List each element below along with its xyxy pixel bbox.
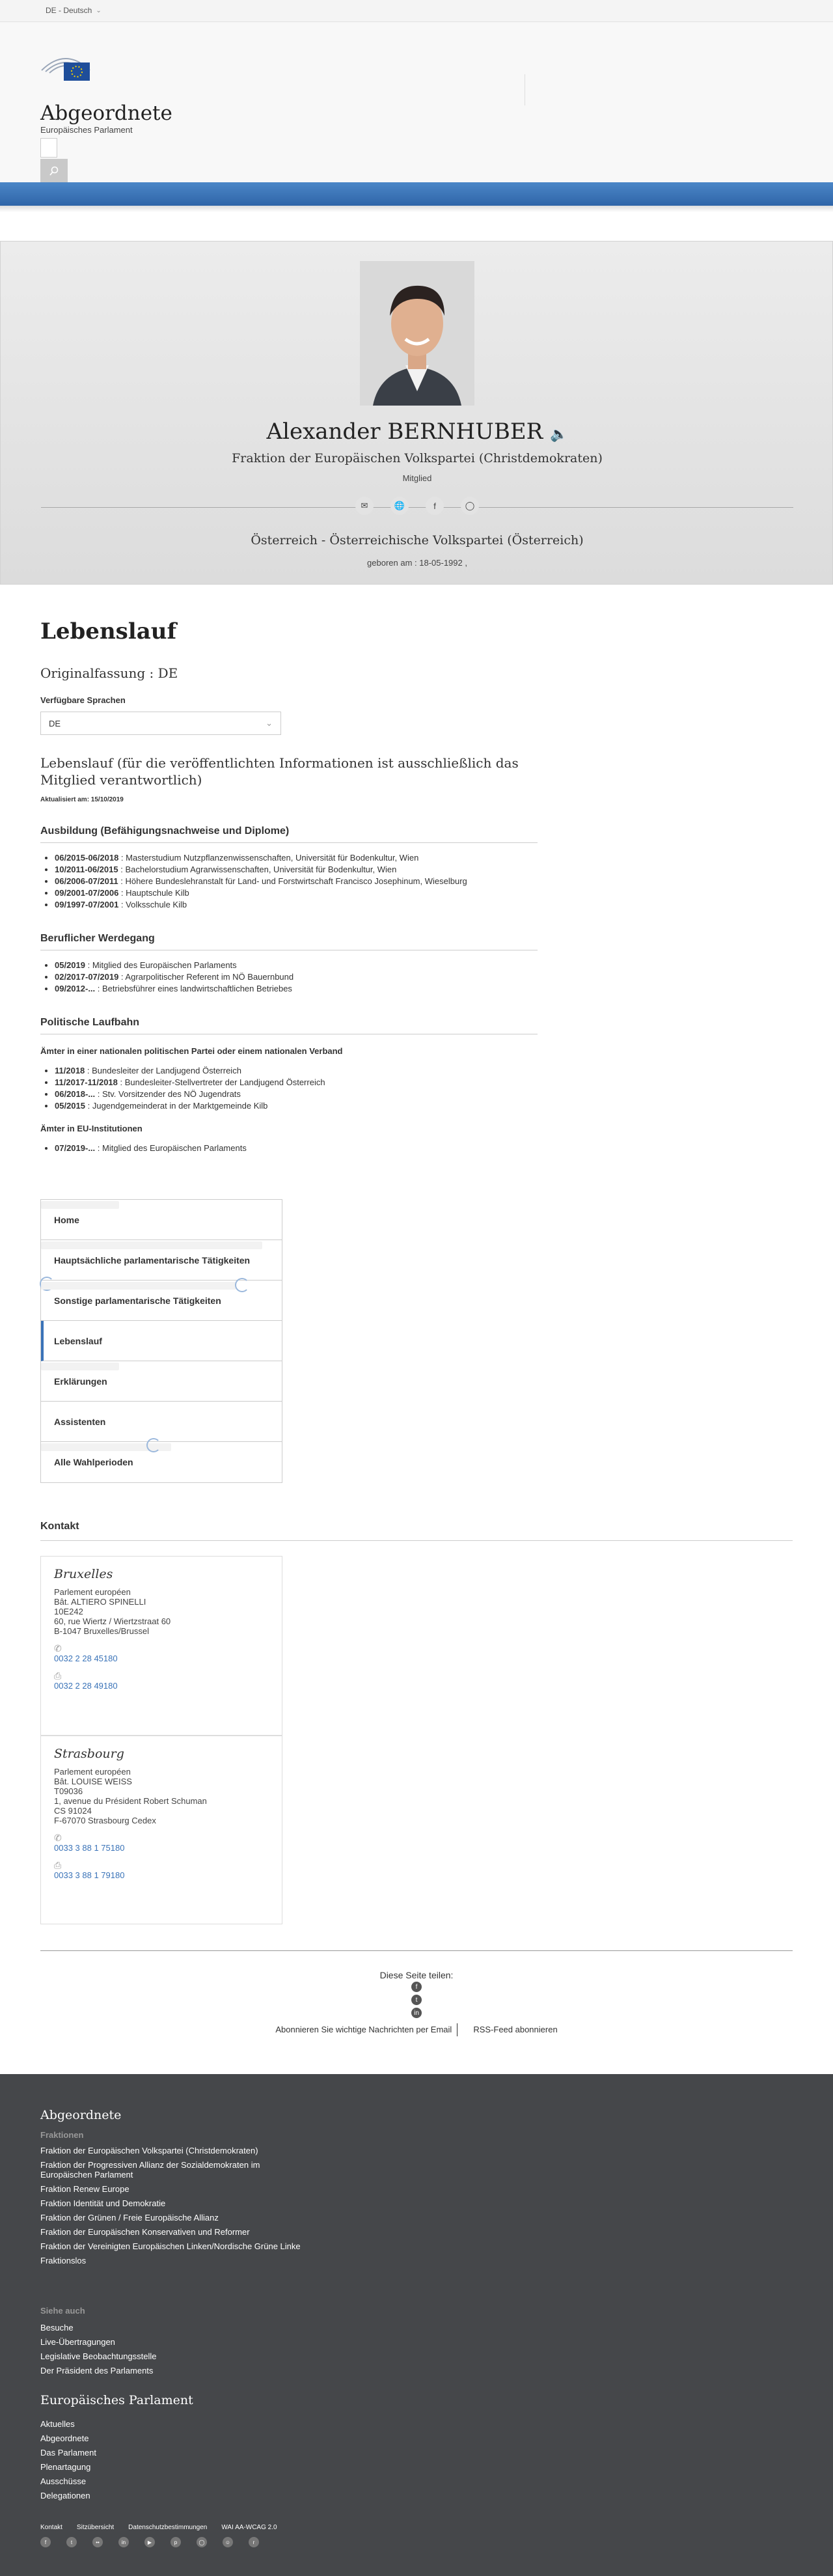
flickr-icon[interactable]: •• — [92, 2537, 103, 2547]
eu-offices-list — [55, 1143, 793, 1154]
facebook-icon[interactable]: f — [426, 497, 444, 515]
mep-photo — [360, 261, 474, 406]
menu-item-label: Home — [54, 1214, 79, 1225]
footer-link[interactable]: Fraktion der Europäischen Konservativen und Reformer — [40, 2227, 250, 2237]
site-title[interactable]: Abgeordnete — [40, 102, 172, 125]
list-item: • 11/2018 : Bundesleiter der Landjugend Österreich — [55, 1065, 793, 1077]
menu-item-all-terms[interactable] — [41, 1442, 282, 1482]
mep-name — [1, 419, 833, 445]
footer-link[interactable]: Aktuelles — [40, 2419, 75, 2429]
footer-link[interactable]: Sitzübersicht — [76, 2524, 115, 2531]
menu-item-other-activities[interactable] — [41, 1281, 282, 1321]
phone-link[interactable]: 0033 3 88 1 75180 — [54, 1843, 125, 1853]
top-bar — [0, 0, 833, 22]
rss-subscribe-link[interactable]: RSS-Feed abonnieren — [473, 2025, 558, 2034]
divider — [457, 2023, 468, 2036]
loading-spinner-icon — [146, 1438, 161, 1452]
speaker-icon[interactable]: 🔈 — [550, 426, 568, 443]
footer-link[interactable]: Fraktion Renew Europe — [40, 2184, 130, 2194]
footer-groups-list — [40, 2146, 301, 2270]
footer-link[interactable]: Besuche — [40, 2323, 74, 2333]
mep-role: Mitglied — [402, 473, 432, 483]
list-item: • 09/2012-... : Betriebsführer eines landwirtschaftlichen Betriebes — [55, 983, 793, 995]
footer-link[interactable]: Fraktion der Progressiven Allianz der Sozialdemokraten im Europäischen Parlament — [40, 2160, 260, 2180]
menu-item-label: Lebenslauf — [54, 1335, 102, 1346]
fax-link[interactable]: 0032 2 28 49180 — [54, 1681, 118, 1691]
instagram-icon[interactable]: ◯ — [461, 497, 479, 515]
footer-link[interactable]: Ausschüsse — [40, 2476, 87, 2486]
divider — [40, 1540, 793, 1541]
list-item: • 06/2015-06/2018 : Masterstudium Nutzpflanzenwissenschaften, Universität für Bodenkultur, Wien — [55, 852, 793, 864]
mep-name-text: Alexander BERNHUBER — [266, 419, 543, 445]
footer-link[interactable]: WAI AA-WCAG 2.0 — [221, 2524, 277, 2531]
political-heading: Politische Laufbahn — [40, 1017, 538, 1034]
list-item: • 07/2019-... : Mitglied des Europäischen Parlaments — [55, 1143, 793, 1154]
search-button[interactable] — [40, 159, 68, 184]
footer-ep-list — [40, 2419, 301, 2505]
language-select-value: DE — [49, 718, 61, 728]
list-item: • 09/2001-07/2006 : Hauptschule Kilb — [55, 887, 793, 899]
office-card-strasbourg — [40, 1736, 282, 1924]
list-item: • 06/2018-... : Stv. Vorsitzender des NÖ Jugendrats — [55, 1088, 793, 1100]
footer-link[interactable]: Fraktion der Grünen / Freie Europäische Allianz — [40, 2213, 219, 2223]
instagram-icon[interactable]: ◯ — [197, 2537, 207, 2547]
mep-social-links — [1, 497, 833, 515]
mep-country-party: Österreich - Österreichische Volkspartei (Österreich) — [251, 533, 584, 547]
footer-meps-title[interactable]: Abgeordnete — [40, 2108, 122, 2122]
snapchat-icon[interactable]: ☺ — [223, 2537, 233, 2547]
site-subtitle: Europäisches Parlament — [40, 125, 133, 135]
fax-icon: ⎙ — [54, 1860, 62, 1870]
career-heading: Beruflicher Werdegang — [40, 933, 538, 950]
menu-item-assistants[interactable] — [41, 1402, 282, 1442]
education-heading: Ausbildung (Befähigungsnachweise und Diplome) — [40, 825, 538, 843]
share-buttons — [0, 1982, 833, 2018]
phone-icon: ✆ — [54, 1643, 62, 1654]
fax-link[interactable]: 0033 3 88 1 79180 — [54, 1870, 125, 1880]
address-line: Parlement européen — [54, 1767, 131, 1777]
email-subscribe-link[interactable]: Abonnieren Sie wichtige Nachrichten per Email — [275, 2025, 452, 2034]
eu-offices-heading: Ämter in EU-Institutionen — [40, 1124, 143, 1133]
list-item: • 09/1997-07/2001 : Volksschule Kilb — [55, 899, 793, 911]
menu-item-label: Assistenten — [54, 1416, 106, 1427]
mep-profile — [0, 241, 833, 585]
search-icon — [49, 166, 59, 176]
address-line: 10E242 — [54, 1607, 83, 1616]
footer-link[interactable]: Fraktionslos — [40, 2256, 87, 2265]
menu-item-label: Sonstige parlamentarische Tätigkeiten — [54, 1295, 221, 1306]
footer-link[interactable]: Fraktion Identität und Demokratie — [40, 2198, 166, 2208]
website-icon[interactable]: 🌐 — [390, 497, 409, 515]
placeholder-bar — [41, 1363, 119, 1370]
national-offices-list — [55, 1065, 793, 1112]
list-item: • 05/2015 : Jugendgemeinderat in der Marktgemeinde Kilb — [55, 1100, 793, 1112]
footer-link[interactable]: Live-Übertragungen — [40, 2337, 115, 2347]
mep-political-group: Fraktion der Europäischen Volkspartei (Christdemokraten) — [232, 451, 603, 465]
shadow-strip — [0, 206, 833, 212]
original-version: Originalfassung : DE — [40, 665, 178, 681]
footer-bottom-links — [40, 2524, 277, 2531]
office-city: Strasbourg — [54, 1747, 124, 1761]
list-item: • 06/2006-07/2011 : Höhere Bundeslehranstalt für Land- und Forstwirtschaft Francisco Josephinum, Wieselburg — [55, 876, 793, 887]
national-offices-heading: Ämter in einer nationalen politischen Partei oder einem nationalen Verband — [40, 1046, 343, 1056]
twitter-icon[interactable]: t — [411, 1995, 422, 2005]
footer-link[interactable]: Legislative Beobachtungsstelle — [40, 2351, 157, 2361]
pinterest-icon[interactable]: p — [171, 2537, 181, 2547]
footer-link[interactable]: Kontakt — [40, 2524, 62, 2531]
ep-logo[interactable] — [40, 51, 91, 83]
mep-birthdate: geboren am : 18-05-1992 , — [367, 558, 467, 568]
education-list — [55, 852, 793, 911]
email-icon[interactable]: ✉ — [355, 497, 374, 515]
youtube-icon[interactable]: ▶ — [144, 2537, 155, 2547]
footer-link[interactable]: Fraktion der Europäischen Volkspartei (Christdemokraten) — [40, 2146, 258, 2155]
placeholder-bar — [41, 1241, 262, 1249]
main-navigation-bar[interactable] — [0, 182, 833, 206]
reddit-icon[interactable]: r — [249, 2537, 259, 2547]
site-header — [0, 22, 833, 182]
menu-item-label: Alle Wahlperioden — [54, 1457, 133, 1467]
address-line: B-1047 Bruxelles/Brussel — [54, 1626, 149, 1636]
mep-section-menu — [40, 1199, 282, 1483]
footer-link[interactable]: Fraktion der Vereinigten Europäischen Linken/Nordische Grüne Linke — [40, 2241, 301, 2251]
address-line: Bât. LOUISE WEISS — [54, 1777, 132, 1786]
address-line: CS 91024 — [54, 1806, 92, 1816]
footer-social-links — [40, 2537, 259, 2547]
facebook-icon[interactable]: f — [40, 2537, 51, 2547]
address-line: F-67070 Strasbourg Cedex — [54, 1816, 156, 1825]
language-selector[interactable] — [46, 6, 102, 15]
linkedin-icon[interactable]: in — [118, 2537, 129, 2547]
linkedin-icon[interactable]: in — [411, 2008, 422, 2018]
loading-spinner-icon — [235, 1278, 249, 1292]
placeholder-bar — [41, 1201, 119, 1209]
cv-disclaimer: Lebenslauf (für die veröffentlichten Informationen ist ausschließlich das Mitglied verantwortlich) — [40, 755, 519, 788]
address-line: 1, avenue du Président Robert Schuman — [54, 1796, 207, 1806]
footer-link[interactable]: Der Präsident des Parlaments — [40, 2366, 154, 2375]
footer-link[interactable]: Delegationen — [40, 2491, 90, 2500]
address-line: Bât. ALTIERO SPINELLI — [54, 1597, 146, 1607]
list-item: • 05/2019 : Mitglied des Europäischen Parlaments — [55, 960, 793, 971]
address-line: Parlement européen — [54, 1587, 131, 1597]
footer-see-also-list — [40, 2323, 301, 2380]
chevron-down-icon: ⌄ — [96, 7, 102, 14]
phone-icon: ✆ — [54, 1833, 62, 1843]
available-languages-label: Verfügbare Sprachen — [40, 695, 126, 705]
page-title: Lebenslauf — [40, 618, 177, 644]
menu-item-home[interactable] — [41, 1200, 282, 1240]
menu-item-declarations[interactable] — [41, 1361, 282, 1402]
menu-item-cv[interactable] — [41, 1321, 282, 1361]
career-list — [55, 960, 793, 995]
footer-groups-title: Fraktionen — [40, 2130, 84, 2140]
footer-see-also-title: Siehe auch — [40, 2306, 85, 2316]
cv-section — [40, 618, 793, 1154]
phone-link[interactable]: 0032 2 28 45180 — [54, 1654, 118, 1663]
placeholder-bar — [41, 1282, 236, 1290]
updated-date: Aktualisiert am: 15/10/2019 — [40, 796, 124, 803]
facebook-icon[interactable]: f — [411, 1982, 422, 1992]
language-select[interactable] — [40, 712, 281, 735]
language-label: DE - Deutsch — [46, 6, 92, 15]
divider — [40, 1950, 793, 1951]
footer-link[interactable]: Datenschutzbestimmungen — [128, 2524, 208, 2531]
address-line: 60, rue Wiertz / Wiertzstraat 60 — [54, 1616, 171, 1626]
list-item: • 10/2011-06/2015 : Bachelorstudium Agrarwissenschaften, Universität für Bodenkultur, Wien — [55, 864, 793, 876]
twitter-icon[interactable]: t — [66, 2537, 77, 2547]
footer-link[interactable]: Abgeordnete — [40, 2433, 89, 2443]
office-card-brussels — [40, 1556, 282, 1736]
chevron-down-icon: ⌄ — [266, 718, 273, 728]
menu-item-label: Erklärungen — [54, 1376, 107, 1387]
search-input[interactable] — [40, 138, 57, 158]
menu-item-label: Hauptsächliche parlamentarische Tätigkeiten — [54, 1254, 251, 1266]
contact-heading: Kontakt — [40, 1521, 79, 1532]
menu-item-main-activities[interactable] — [41, 1240, 282, 1281]
footer-link[interactable]: Das Parlament — [40, 2448, 96, 2458]
office-city: Bruxelles — [54, 1567, 113, 1581]
share-label: Diese Seite teilen: — [379, 1970, 454, 1980]
fax-icon: ⎙ — [54, 1670, 62, 1681]
address-line: T09036 — [54, 1786, 83, 1796]
list-item: • 02/2017-07/2019 : Agrarpolitischer Referent im NÖ Bauernbund — [55, 971, 793, 983]
list-item: • 11/2017-11/2018 : Bundesleiter-Stellvertreter der Landjugend Österreich — [55, 1077, 793, 1088]
footer-link[interactable]: Plenartagung — [40, 2462, 91, 2472]
subscriptions — [0, 2025, 833, 2036]
footer-ep-title[interactable]: Europäisches Parlament — [40, 2393, 193, 2407]
